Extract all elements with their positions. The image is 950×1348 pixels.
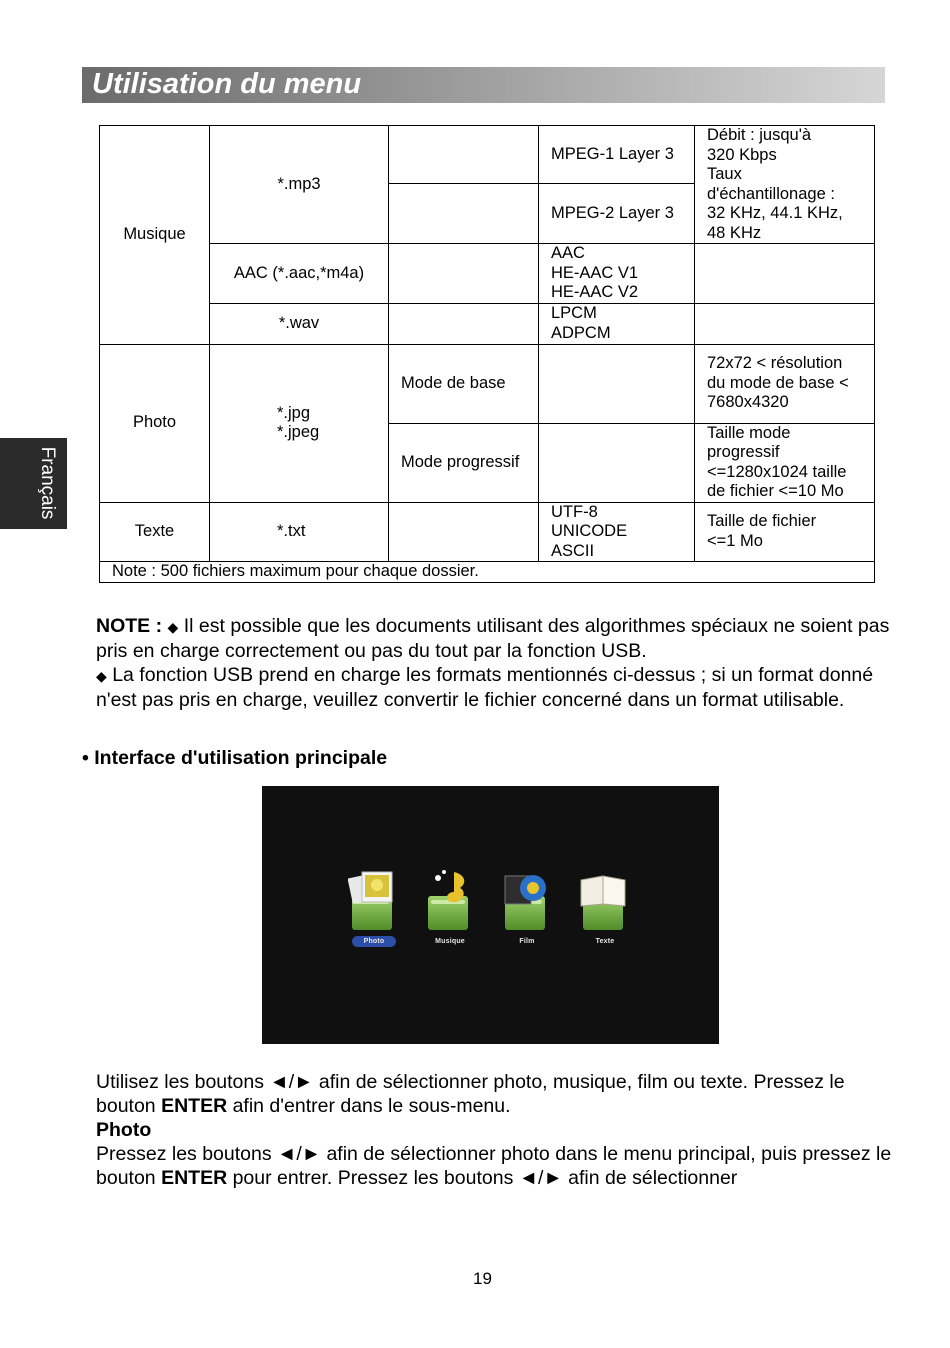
note-lead: NOTE : xyxy=(96,615,163,637)
spec-mp3: Débit : jusqu'à 320 Kbps Taux d'échantillonage : 32 KHz, 44.1 KHz, 48 KHz xyxy=(695,126,875,244)
table-note: Note : 500 fichiers maximum pour chaque dossier. xyxy=(100,562,875,583)
ext-wav: *.wav xyxy=(210,303,389,344)
menu-item-photo[interactable] xyxy=(342,866,406,946)
menu-label-musique: Musique xyxy=(435,938,465,945)
spec-mode-base: 72x72 < résolution du mode de base < 7680x4320 xyxy=(695,344,875,423)
category-texte: Texte xyxy=(100,502,210,562)
diamond-icon: ◆ xyxy=(96,668,107,684)
tv-main-menu-screenshot xyxy=(262,786,719,1044)
ext-txt: *.txt xyxy=(210,502,389,562)
category-photo: Photo xyxy=(100,344,210,502)
empty-cell xyxy=(389,502,539,562)
music-note-icon xyxy=(424,868,474,910)
mode-base: Mode de base xyxy=(389,344,539,423)
menu-label-photo: Photo xyxy=(352,936,396,947)
page-title: Utilisation du menu xyxy=(92,68,362,100)
menu-item-texte[interactable] xyxy=(573,866,637,946)
empty-cell xyxy=(695,303,875,344)
book-icon xyxy=(577,870,631,910)
ext-jpg: *.jpg *.jpeg xyxy=(210,344,389,502)
empty-cell xyxy=(539,423,695,502)
film-reel-icon xyxy=(501,868,551,910)
photo-heading: Photo xyxy=(96,1119,152,1141)
empty-cell xyxy=(389,184,539,244)
spec-txt: Taille de fichier <=1 Mo xyxy=(695,502,875,562)
menu-item-musique[interactable] xyxy=(418,866,482,946)
diamond-icon: ◆ xyxy=(167,619,179,635)
empty-cell xyxy=(539,344,695,423)
spec-mode-progressif: Taille mode progressif <=1280x1024 taille de fichier <=10 Mo xyxy=(695,423,875,502)
codec-txt: UTF-8 UNICODE ASCII xyxy=(539,502,695,562)
empty-cell xyxy=(695,244,875,304)
table-row xyxy=(100,502,875,562)
codec-mpeg2: MPEG-2 Layer 3 xyxy=(539,184,695,244)
photo-icon xyxy=(348,870,398,910)
note-line-1: Il est possible que les documents utilisant des algorithmes spéciaux ne soient pas pris en charge correctement ou pas du tout par la fonction USB. xyxy=(96,615,890,662)
enter-key-label: ENTER xyxy=(161,1167,228,1189)
empty-cell xyxy=(389,126,539,184)
empty-cell xyxy=(389,244,539,304)
format-table xyxy=(99,125,875,583)
language-tab xyxy=(0,438,67,529)
body-paragraph-1: Utilisez les boutons ◄/► afin de sélectionner photo, musique, film ou texte. Pressez le bouton ENTER afin d'entrer dans le sous-menu. Photo Pressez les boutons ◄/► afin de sélectionner photo dans le menu principal, puis pressez le bouton ENTER pour entrer. Pressez les boutons ◄/► afin de sélectionner xyxy=(96,1071,892,1189)
language-tab-label: Français xyxy=(37,446,58,520)
mode-progressif: Mode progressif xyxy=(389,423,539,502)
empty-cell xyxy=(389,303,539,344)
page-title-bar xyxy=(82,67,885,103)
category-musique: Musique xyxy=(100,126,210,345)
table-row xyxy=(100,126,875,184)
menu-item-film[interactable] xyxy=(495,866,559,946)
note-paragraph xyxy=(96,614,896,712)
ext-mp3: *.mp3 xyxy=(210,126,389,244)
enter-key-label: ENTER xyxy=(161,1095,228,1117)
table-row xyxy=(100,344,875,423)
table-row xyxy=(100,244,875,304)
page-number: 19 xyxy=(473,1269,492,1288)
ext-aac: AAC (*.aac,*m4a) xyxy=(210,244,389,304)
codec-aac: AAC HE-AAC V1 HE-AAC V2 xyxy=(539,244,695,304)
codec-wav: LPCM ADPCM xyxy=(539,303,695,344)
codec-mpeg1: MPEG-1 Layer 3 xyxy=(539,126,695,184)
table-row xyxy=(100,303,875,344)
table-row xyxy=(100,562,875,583)
menu-label-texte: Texte xyxy=(595,938,615,945)
note-line-2: La fonction USB prend en charge les formats mentionnés ci-dessus ; si un format donné n'est pas pris en charge, veuillez convertir le fichier concerné dans un format utilisable. xyxy=(96,664,874,711)
section-heading: • Interface d'utilisation principale xyxy=(82,747,388,769)
menu-label-film: Film xyxy=(519,938,535,945)
